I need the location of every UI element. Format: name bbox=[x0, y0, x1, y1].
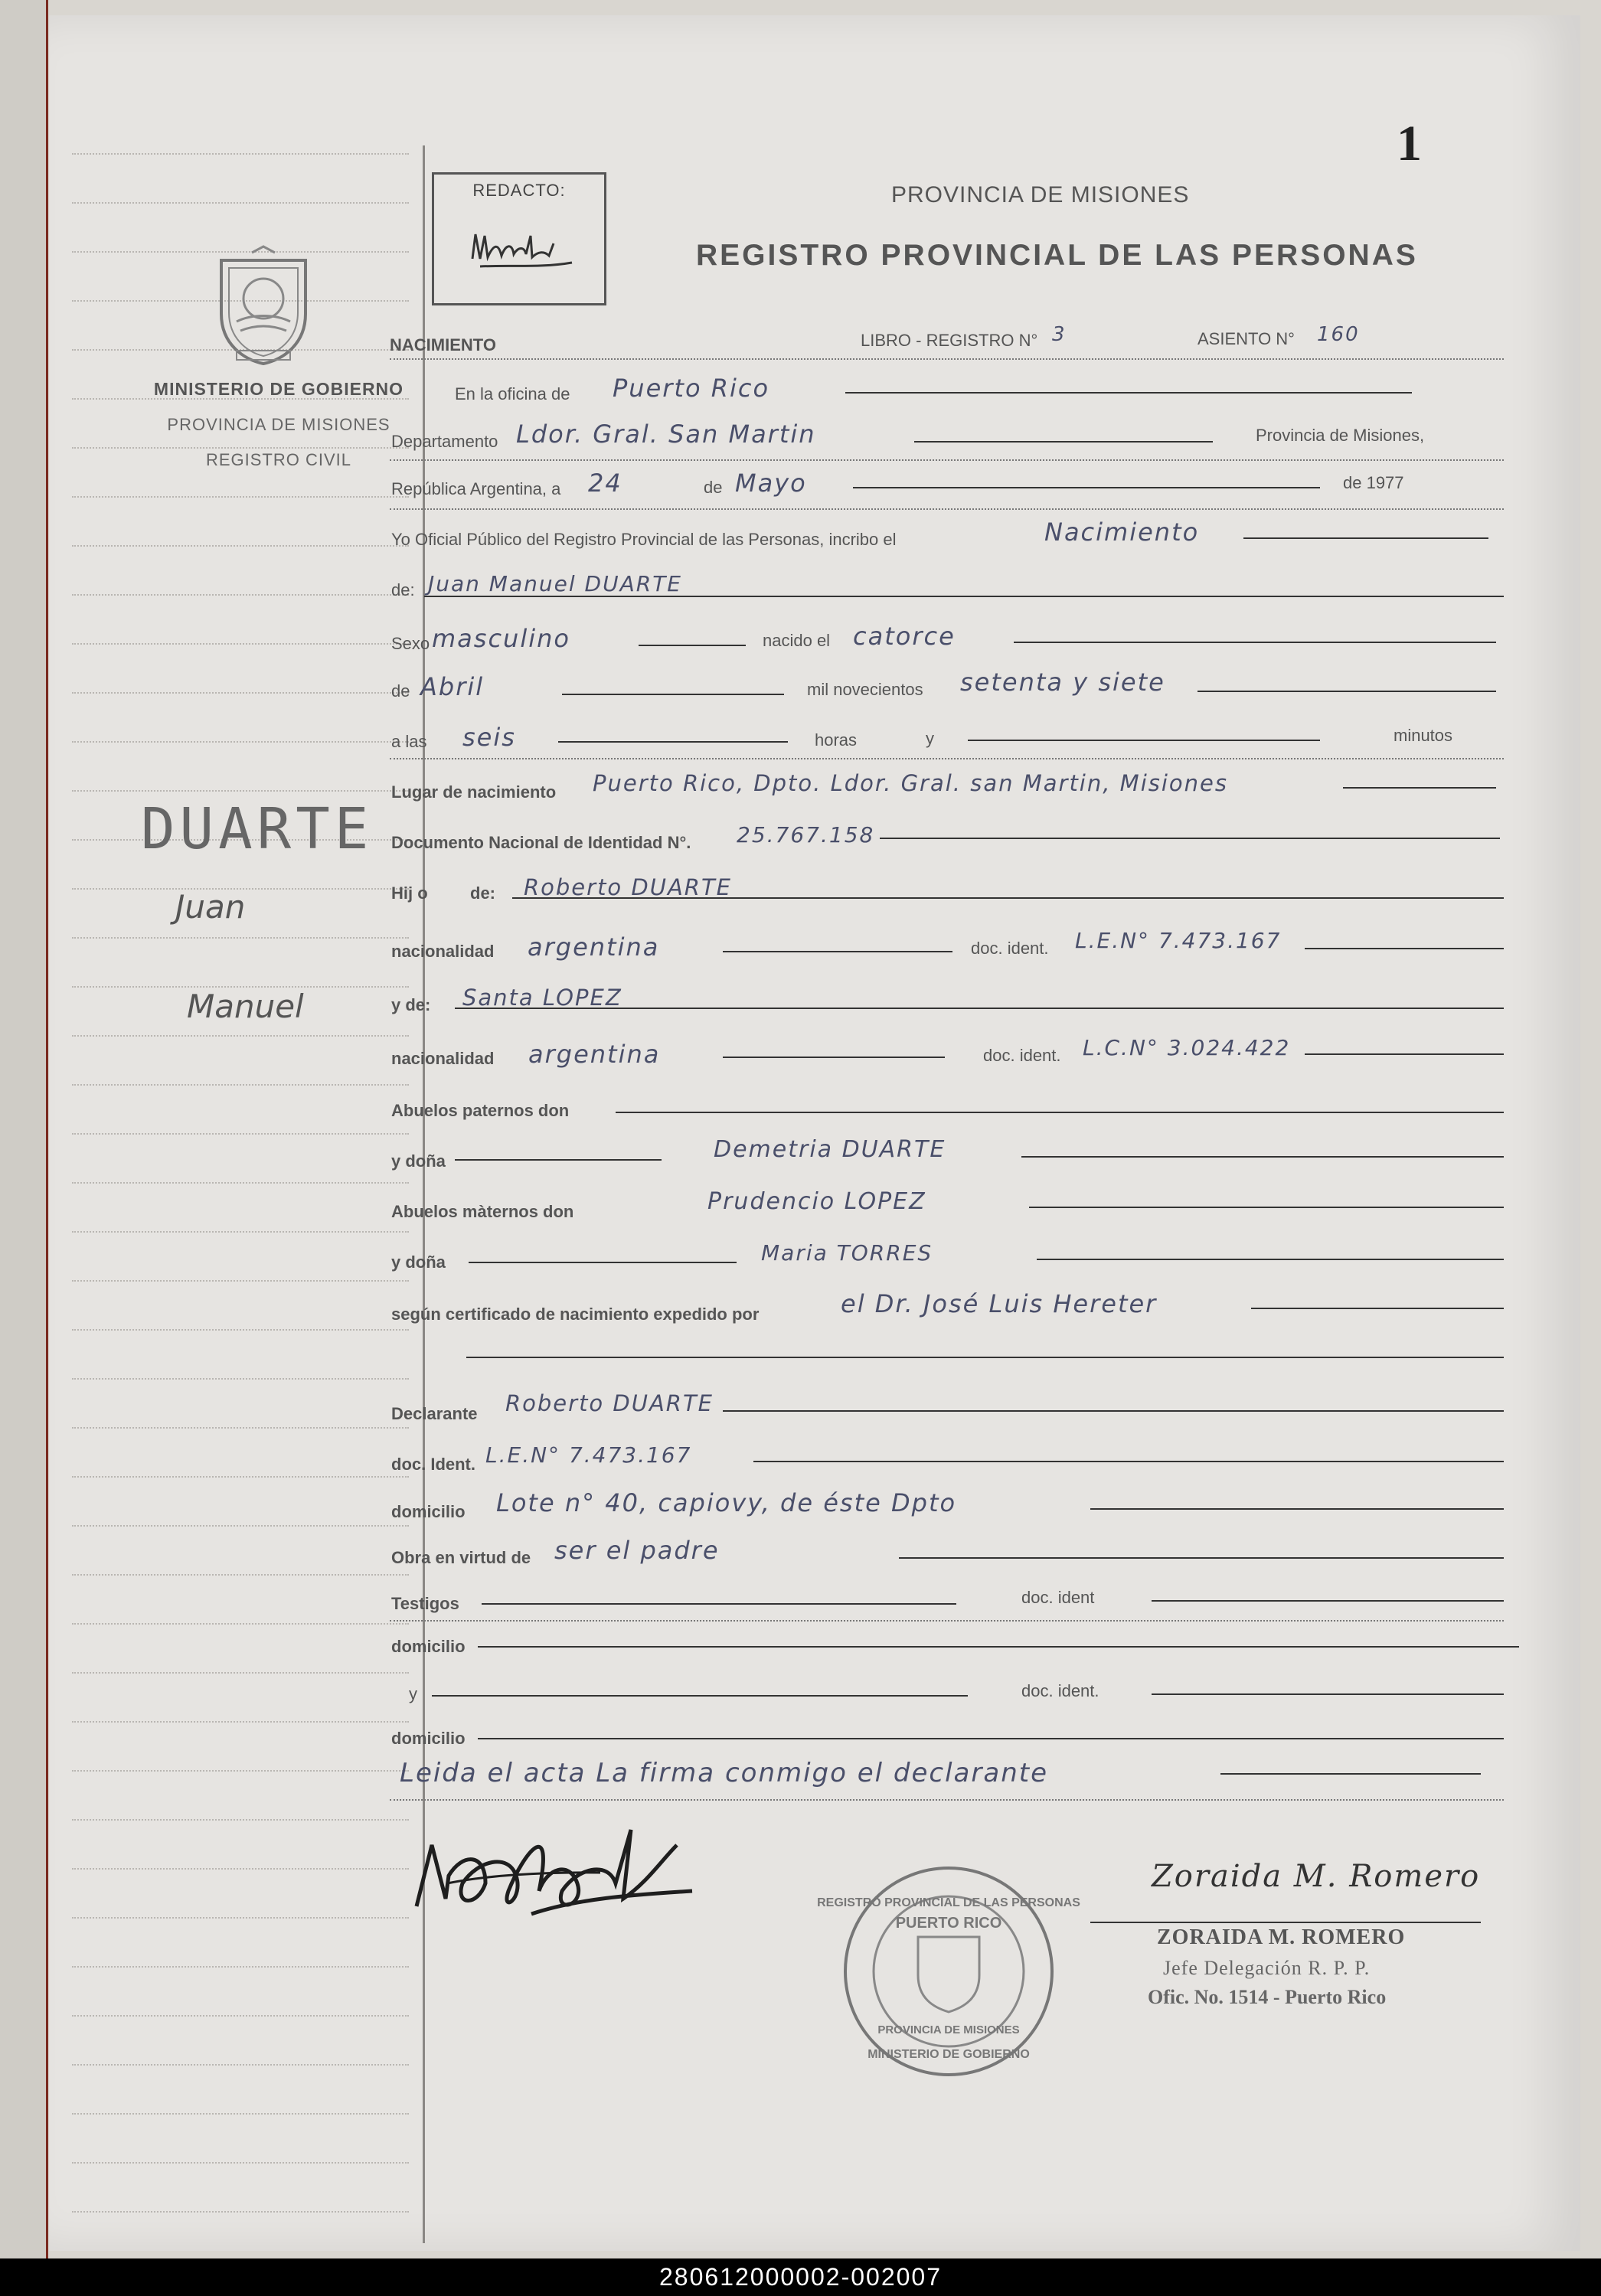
horas-label: horas bbox=[815, 730, 858, 750]
ruled-line bbox=[72, 1427, 409, 1429]
sexo-label: Sexo bbox=[391, 634, 430, 653]
declarant-signature bbox=[401, 1799, 738, 1937]
dni-label: Documento Nacional de Identidad N°. bbox=[391, 833, 691, 852]
index-given-name-2: Manuel bbox=[187, 988, 304, 1025]
declarante-doc: L.E.N° 7.473.167 bbox=[485, 1442, 692, 1468]
domicilio-value: Lote n° 40, capiovy, de éste Dpto bbox=[496, 1488, 957, 1517]
ruled-line bbox=[72, 643, 409, 645]
libro-value: 3 bbox=[1052, 323, 1067, 346]
nacido-value: catorce bbox=[853, 622, 956, 651]
page-number: 1 bbox=[1397, 116, 1422, 171]
obra-value: ser el padre bbox=[554, 1536, 720, 1565]
mother-nationality: argentina bbox=[528, 1040, 661, 1069]
ruled-line bbox=[72, 2064, 409, 2066]
sexo-value: masculino bbox=[432, 624, 570, 653]
province-heading: PROVINCIA DE MISIONES bbox=[891, 182, 1190, 207]
ruled-line bbox=[72, 496, 409, 498]
provincia-label: Provincia de Misiones, bbox=[1256, 426, 1425, 445]
alas-label: a las bbox=[391, 732, 427, 751]
ministry-label: MINISTERIO DE GOBIERNO bbox=[153, 379, 404, 399]
mat-grandmother-label: y doña bbox=[391, 1253, 446, 1272]
yo-oficial-label: Yo Oficial Público del Registro Provincial de las Personas, incribo el bbox=[391, 530, 897, 549]
declarante-doc-label: doc. Ident. bbox=[391, 1455, 475, 1474]
adjacent-page-edge bbox=[0, 0, 48, 2258]
ruled-line bbox=[72, 2211, 409, 2213]
ruled-line bbox=[72, 1525, 409, 1527]
hijo-label: Hij o bbox=[391, 883, 428, 903]
leida-text: Leida el acta La firma conmigo el declarante bbox=[400, 1758, 1049, 1788]
hour-value: seis bbox=[462, 723, 516, 752]
ruled-line bbox=[72, 1182, 409, 1184]
official-name: ZORAIDA M. ROMERO bbox=[1157, 1925, 1406, 1949]
asiento-label: ASIENTO N° bbox=[1197, 329, 1295, 348]
ruled-line bbox=[72, 790, 409, 792]
ruled-line bbox=[72, 1574, 409, 1576]
testigo2-doc-label: doc. ident. bbox=[1021, 1681, 1099, 1700]
de-label: de bbox=[704, 478, 723, 497]
ruled-line bbox=[72, 1084, 409, 1086]
year-label: de 1977 bbox=[1343, 473, 1404, 492]
ruled-line bbox=[72, 1623, 409, 1625]
nacimiento-label: NACIMIENTO bbox=[390, 335, 496, 354]
day-value: 24 bbox=[588, 469, 622, 498]
ruled-line bbox=[72, 1917, 409, 1919]
lugar-label: Lugar de nacimiento bbox=[391, 782, 557, 802]
mother-doc-label: doc. ident. bbox=[983, 1046, 1061, 1065]
official-office: Ofic. No. 1514 - Puerto Rico bbox=[1148, 1986, 1387, 2008]
year-words-value: setenta y siete bbox=[960, 668, 1165, 697]
declarante-name: Roberto DUARTE bbox=[505, 1390, 714, 1416]
de-name-label: de: bbox=[391, 580, 415, 599]
lugar-value: Puerto Rico, Dpto. Ldor. Gral. san Martin, Misiones bbox=[593, 770, 1229, 796]
ruled-line bbox=[72, 1231, 409, 1233]
oficina-value: Puerto Rico bbox=[613, 374, 770, 403]
ruled-line bbox=[72, 2015, 409, 2017]
testigo1-doc-label: doc. ident bbox=[1021, 1588, 1095, 1607]
ruled-line bbox=[72, 1378, 409, 1380]
domicilio-label: domicilio bbox=[391, 1502, 466, 1521]
left-province-label: PROVINCIA DE MISIONES bbox=[167, 415, 390, 434]
month2-value: Abril bbox=[420, 672, 485, 701]
republica-label: República Argentina, a bbox=[391, 479, 561, 498]
ruled-line bbox=[72, 1280, 409, 1282]
registered-name: Juan Manuel DUARTE bbox=[428, 571, 682, 596]
ruled-line bbox=[72, 1770, 409, 1772]
ruled-line bbox=[72, 202, 409, 204]
abuelos-maternos-label: Abuelos màternos don bbox=[391, 1202, 574, 1221]
redacto-label: REDACTO: bbox=[472, 181, 566, 200]
acto-value: Nacimiento bbox=[1044, 518, 1200, 547]
testigos-label: Testigos bbox=[391, 1594, 459, 1613]
father-nationality: argentina bbox=[528, 932, 660, 962]
hijo-de-label: de: bbox=[470, 883, 495, 903]
mat-grandfather: Prudencio LOPEZ bbox=[707, 1188, 926, 1215]
father-name: Roberto DUARTE bbox=[524, 874, 732, 900]
father-doc-label: doc. ident. bbox=[971, 939, 1049, 958]
ruled-line bbox=[72, 1329, 409, 1331]
obra-label: Obra en virtud de bbox=[391, 1548, 531, 1567]
nacido-label: nacido el bbox=[763, 631, 831, 650]
mother-de-label: y de: bbox=[391, 995, 431, 1014]
ruled-line bbox=[72, 447, 409, 449]
registry-heading: REGISTRO PROVINCIAL DE LAS PERSONAS bbox=[696, 239, 1418, 272]
index-given-name-1: Juan bbox=[175, 888, 246, 926]
departamento-value: Ldor. Gral. San Martin bbox=[516, 420, 816, 449]
official-signature: Zoraida M. Romero bbox=[1152, 1859, 1481, 1894]
ruled-line bbox=[72, 1819, 409, 1821]
testigo1-domicilio-label: domicilio bbox=[391, 1637, 466, 1656]
father-doc: L.E.N° 7.473.167 bbox=[1075, 928, 1282, 953]
index-surname: DUARTE bbox=[141, 796, 374, 862]
ruled-line bbox=[72, 1476, 409, 1478]
dni-value: 25.767.158 bbox=[737, 822, 875, 848]
ruled-line bbox=[72, 1966, 409, 1968]
segun-value: el Dr. José Luis Hereter bbox=[841, 1289, 1158, 1318]
stamp-inner-text: PROVINCIA DE MISIONES bbox=[877, 2023, 1020, 2036]
ruled-line bbox=[72, 2113, 409, 2115]
stamp-center-text: PUERTO RICO bbox=[895, 1915, 1002, 1932]
redacto-signature bbox=[465, 220, 580, 282]
father-nationality-label: nacionalidad bbox=[391, 942, 495, 961]
stamp-outer-text: REGISTRO PROVINCIAL DE LAS PERSONAS bbox=[817, 1896, 1080, 1909]
asiento-value: 160 bbox=[1317, 323, 1360, 346]
ruled-line bbox=[72, 1868, 409, 1870]
ruled-line bbox=[72, 1721, 409, 1723]
y-label: y bbox=[926, 729, 934, 748]
pat-grandmother-label: y doña bbox=[391, 1151, 446, 1171]
ruled-line bbox=[72, 1035, 409, 1037]
ruled-line bbox=[72, 1672, 409, 1674]
minutos-label: minutos bbox=[1394, 726, 1453, 745]
mother-name: Santa LOPEZ bbox=[462, 985, 622, 1011]
testigo2-y-label: y bbox=[409, 1684, 417, 1703]
archive-id-footer: 280612000002-002007 bbox=[0, 2258, 1601, 2296]
declarante-label: Declarante bbox=[391, 1404, 478, 1423]
mat-grandmother: Maria TORRES bbox=[761, 1240, 933, 1266]
ruled-line bbox=[72, 937, 409, 939]
civil-registry-label: REGISTRO CIVIL bbox=[205, 450, 352, 469]
oficina-label: En la oficina de bbox=[455, 384, 570, 403]
mother-doc: L.C.N° 3.024.422 bbox=[1083, 1035, 1291, 1060]
ruled-line bbox=[72, 153, 409, 155]
ruled-line bbox=[72, 741, 409, 743]
official-role: Jefe Delegación R. P. P. bbox=[1163, 1957, 1371, 1979]
ruled-line bbox=[72, 545, 409, 547]
testigo2-domicilio-label: domicilio bbox=[391, 1729, 466, 1748]
segun-label: según certificado de nacimiento expedido por bbox=[391, 1305, 760, 1324]
province-coat-of-arms bbox=[206, 245, 321, 367]
month-value: Mayo bbox=[735, 469, 807, 498]
abuelos-paternos-label: Abuelos paternos don bbox=[391, 1101, 570, 1120]
de-month-label: de bbox=[391, 681, 410, 701]
pat-grandmother: Demetria DUARTE bbox=[714, 1136, 946, 1163]
document-page bbox=[49, 15, 1580, 2251]
ruled-line bbox=[72, 692, 409, 694]
mil-label: mil novecientos bbox=[807, 680, 923, 699]
ruled-line bbox=[72, 2162, 409, 2164]
ruled-line bbox=[72, 1133, 409, 1135]
redacto-box bbox=[432, 172, 606, 305]
official-stamp bbox=[817, 1860, 1080, 2082]
departamento-label: Departamento bbox=[391, 432, 498, 451]
ruled-line bbox=[72, 594, 409, 596]
mother-nationality-label: nacionalidad bbox=[391, 1049, 495, 1068]
stamp-bottom-text: MINISTERIO DE GOBIERNO bbox=[867, 2048, 1030, 2061]
libro-label: LIBRO - REGISTRO N° bbox=[861, 331, 1038, 350]
